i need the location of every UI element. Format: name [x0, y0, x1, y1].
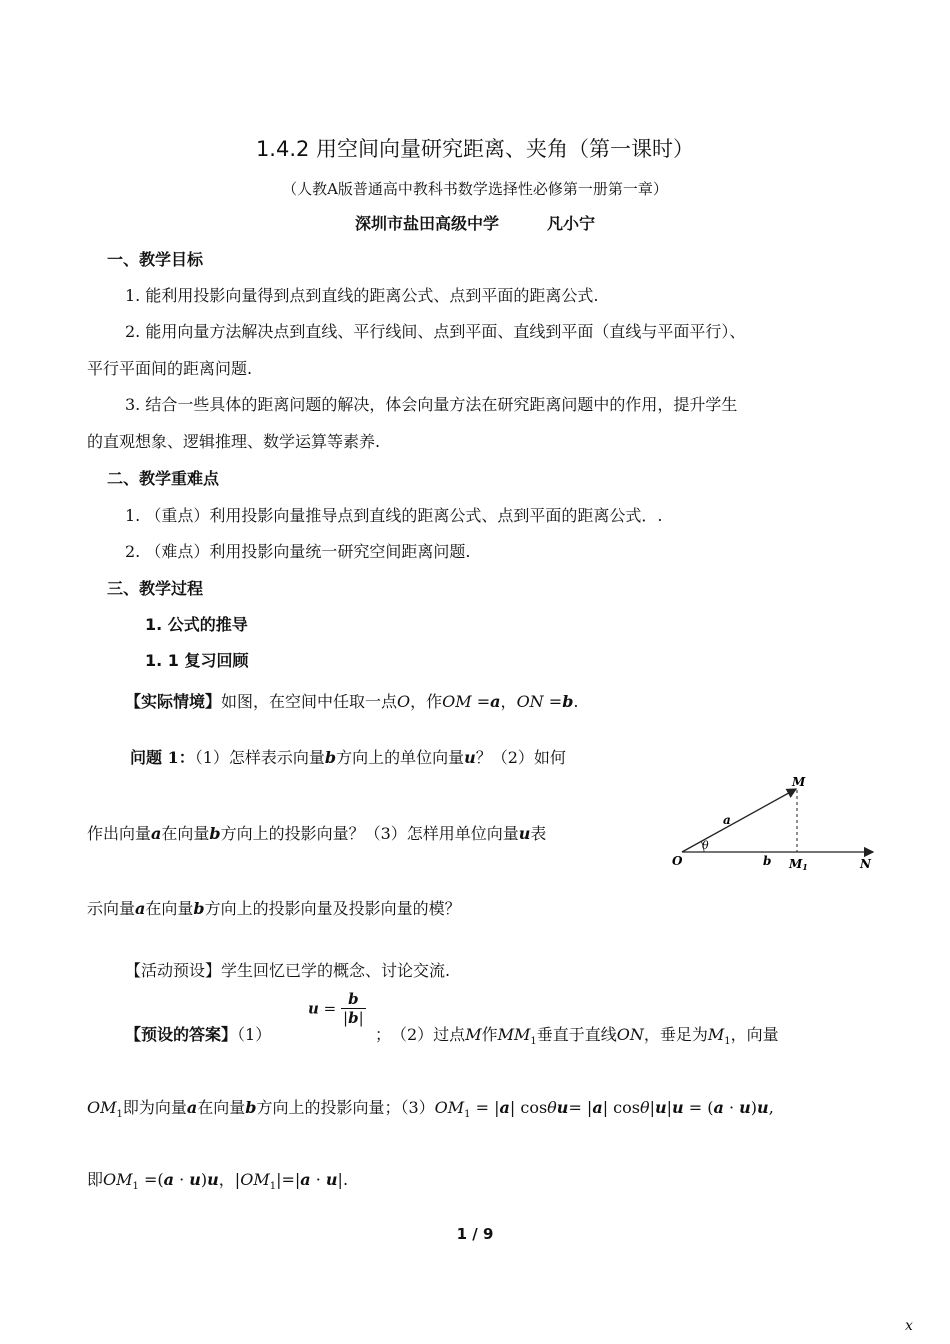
section-process-heading: 三、教学过程 — [107, 579, 204, 598]
page-subtitle: （人教A版普通高中教科书数学选择性必修第一册第一章） — [282, 180, 668, 198]
unit-vector-formula: u = $\frac{b}{|b|}$ — [308, 990, 364, 1027]
keypoint-1: 1. （重点）利用投影向量推导点到直线的距离公式、点到平面的距离公式．. — [125, 506, 663, 525]
label-theta: θ — [702, 839, 709, 852]
activity-paragraph: 【活动预设】学生回忆已学的概念、讨论交流. — [125, 961, 451, 980]
label-b: b — [763, 854, 772, 868]
subsection-derivation: 1. 公式的推导 — [145, 615, 248, 634]
answer-line-2: $OM_1$即为向量a在向量b方向上的投影向量；$(3)OM_1 = |a|$ cosθu= |a| cosθ|u|u = (a · u)u, — [87, 1098, 774, 1121]
author-line — [0, 211, 950, 234]
label-M1: M1 — [789, 857, 808, 872]
problem-line-1: 问题 1：（1）怎样表示向量b方向上的单位向量u？（2）如何 — [130, 748, 566, 767]
problem-line-2: 作出向量a在向量b方向上的投影向量？（3）怎样用单位向量u表 — [87, 824, 547, 843]
projection-figure — [670, 770, 885, 880]
problem-label: 问题 1： — [130, 748, 195, 767]
keypoint-2: 2. （难点）利用投影向量统一研究空间距离问题. — [125, 542, 471, 561]
label-O: O — [672, 854, 683, 868]
label-a: a — [723, 813, 731, 827]
answer-line-3: 即$OM_1 =(a \cdot u)u$，$|OM_1|=|a \cdot u|$. — [87, 1170, 349, 1193]
label-N: N — [860, 857, 871, 871]
goal-1: 1. 能利用投影向量得到点到直线的距离公式、点到平面的距离公式. — [125, 286, 599, 305]
goal-3b: 的直观想象、逻辑推理、数学运算等素养. — [87, 432, 381, 451]
problem-line-3: 示向量a在向量b方向上的投影向量及投影向量的模？ — [87, 899, 461, 918]
answer-line-1: 【预设的答案】（1） — [125, 1025, 272, 1044]
answer-line-1b: ； （2）过点M作$MM_1$垂直于直线ON，垂足为$M_1$，向量 — [375, 1025, 779, 1048]
answer-label: 【预设的答案】 — [125, 1025, 238, 1044]
corner-mark: x — [905, 1318, 913, 1334]
situation-label: 【实际情境】 — [125, 692, 222, 711]
situation-paragraph: 【实际情境】如图，在空间中任取一点O，作OM =a，ON =b. — [125, 692, 579, 711]
section-keypoints-heading: 二、教学重难点 — [107, 469, 220, 488]
page-title: 1.4.2 用空间向量研究距离、夹角（第一课时） — [255, 137, 695, 161]
author-name: 凡小宁 — [547, 214, 596, 233]
goal-3a: 3. 结合一些具体的距离问题的解决，体会向量方法在研究距离问题中的作用，提升学生 — [125, 395, 738, 414]
vector-OM-line — [682, 789, 796, 852]
author-school: 深圳市盐田高级中学 — [354, 214, 499, 233]
goal-2b: 平行平面间的距离问题. — [87, 359, 253, 378]
section-goals-heading: 一、教学目标 — [107, 250, 204, 269]
subsection-review: 1. 1 复习回顾 — [145, 651, 249, 670]
page-number: 1 / 9 — [456, 1225, 494, 1243]
goal-2a: 2. 能用向量方法解决点到直线、平行线间、点到平面、直线到平面（直线与平面平行）、 — [125, 322, 746, 341]
label-M: M — [792, 775, 806, 789]
